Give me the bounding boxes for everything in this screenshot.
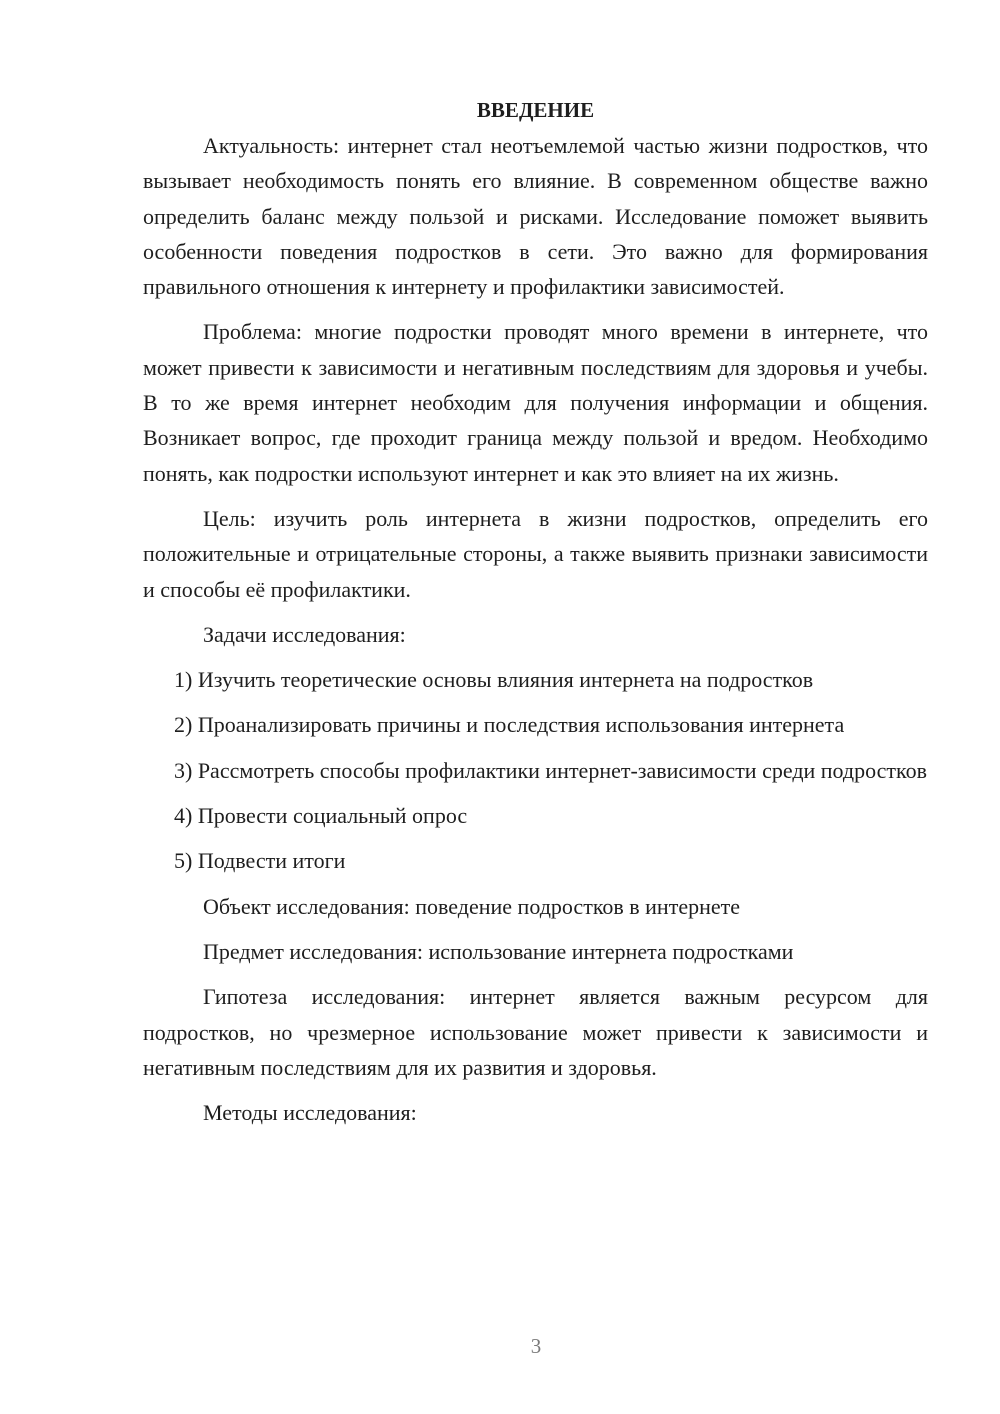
paragraph-object: Объект исследования: поведение подростков в интернете xyxy=(203,893,741,919)
section-title: ВВЕДЕНИЕ xyxy=(476,98,595,122)
task-item-2: 2) Проанализировать причины и последствия использования интернета xyxy=(174,712,845,738)
task-item-5: 5) Подвести итоги xyxy=(174,848,346,874)
paragraph-subject: Предмет исследования: использование интернета подростками xyxy=(203,938,794,964)
methods-heading: Методы исследования: xyxy=(203,1100,417,1126)
paragraph-problem: Проблема: многие подростки проводят много времени в интернете, что может привести к зависимости и негативным последствиям для здоровья и учебы. В то же время интернет необходим для получения информации и общения. Возникает вопрос, где проходит граница между пользой и вредом. Необходимо понять, как подростки используют интернет и как это влияет на их жизнь. xyxy=(143,319,928,486)
document-body xyxy=(143,92,928,1130)
paragraph-hypothesis: Гипотеза исследования: интернет является важным ресурсом для подростков, но чрезмерное использование может привести к зависимости и негативным последствиям для их развития и здоровья. xyxy=(143,984,928,1080)
tasks-heading: Задачи исследования: xyxy=(203,621,406,647)
task-item-1: 1) Изучить теоретические основы влияния интернета на подростков xyxy=(174,667,814,693)
task-item-3: 3) Рассмотреть способы профилактики интернет-зависимости среди подростков xyxy=(174,757,928,783)
paragraph-relevance: Актуальность: интернет стал неотъемлемой частью жизни подростков, что вызывает необходимость понять его влияние. В современном обществе важно определить баланс между пользой и рисками. Исследование поможет выявить особенности поведения подростков в сети. Это важно для формирования правильного отношения к интернету и профилактики зависимостей. xyxy=(143,133,928,300)
task-item-4: 4) Провести социальный опрос xyxy=(174,803,468,829)
page-number: 3 xyxy=(530,1334,542,1358)
paragraph-goal: Цель: изучить роль интернета в жизни подростков, определить его положительные и отрицательные стороны, а также выявить признаки зависимости и способы её профилактики. xyxy=(143,505,928,602)
